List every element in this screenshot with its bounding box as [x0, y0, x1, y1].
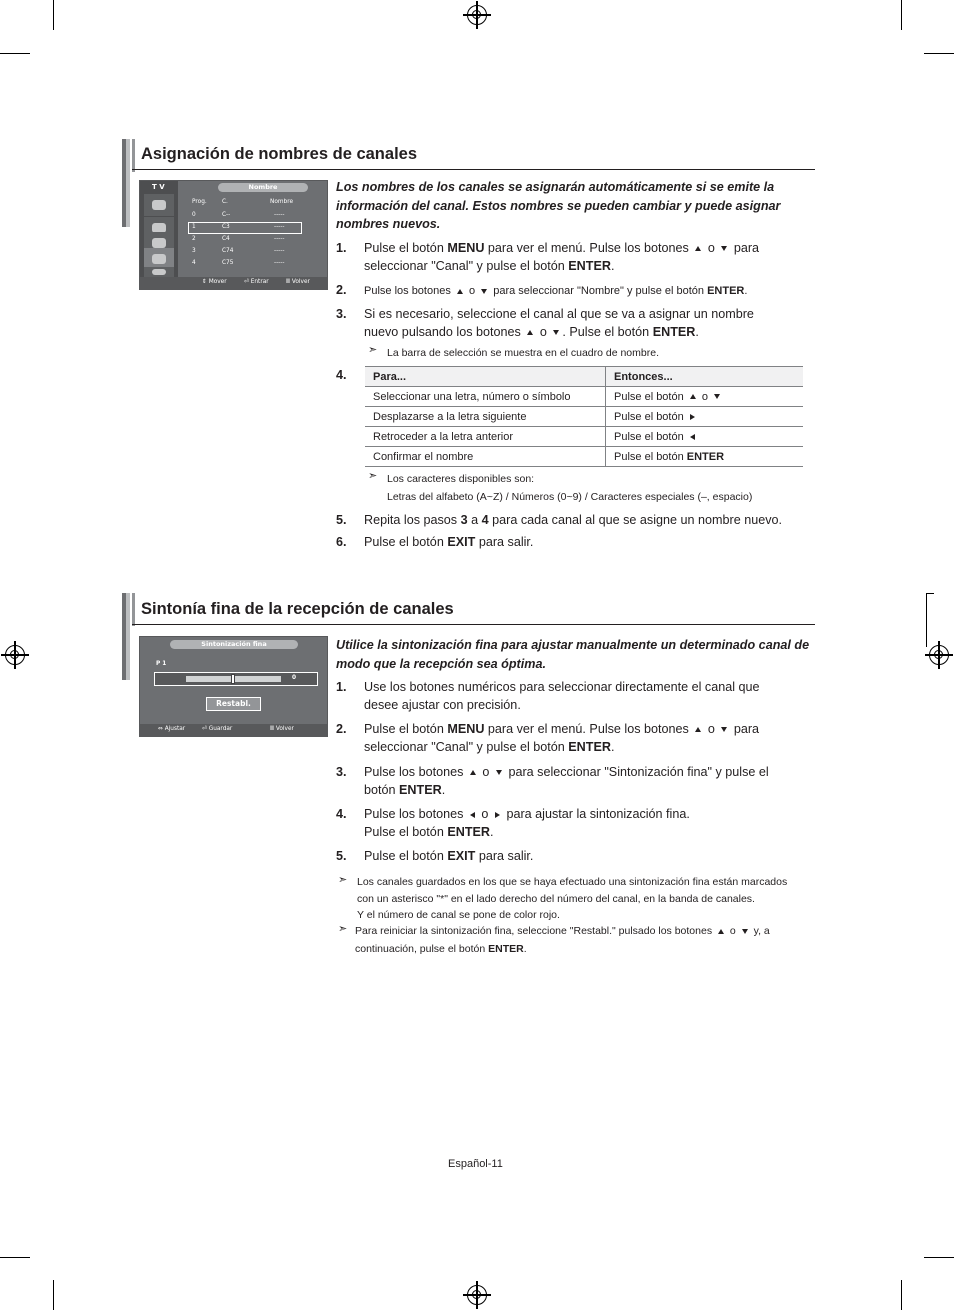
table-cell: Confirmar el nombre [365, 447, 606, 467]
registration-mark-icon [929, 645, 949, 665]
osd-row-prog: 3 [192, 248, 196, 254]
osd-row-c: C3 [222, 224, 230, 230]
osd-row-name: ----- [274, 236, 285, 242]
page-number: Español-11 [448, 1158, 503, 1170]
table-header-row [365, 367, 803, 387]
section-title: Asignación de nombres de canales [141, 145, 418, 163]
table-cell: Retroceder a la letra anterior [365, 427, 606, 447]
note-arrow-icon: ➣ [338, 923, 348, 935]
section-intro: Utilice la sintonización fina para ajustar manualmente un determinado canal de modo que la recepción sea óptima. [336, 638, 810, 671]
section-marker-bar [122, 593, 130, 680]
registration-mark-icon [5, 645, 25, 665]
osd-bottom-bar [140, 724, 327, 736]
table-header-cell: Para... [365, 367, 606, 387]
osd-row-name: ----- [274, 260, 285, 266]
table-row [365, 427, 803, 447]
section-rule [132, 169, 815, 170]
crop-mark [901, 1280, 902, 1310]
section-intro: Los nombres de los canales se asignarán automáticamente si se emite la información del canal. Estos nombres se pueden cambiar y puede asignar nombres nuevos. [336, 180, 781, 231]
table-note: Los caracteres disponibles son: [387, 473, 535, 485]
fine-tune-note: Y el número de canal se pone de color rojo. [357, 909, 560, 921]
down-arrow-icon [553, 330, 559, 335]
table-header-cell: Entonces... [606, 367, 804, 387]
osd-col-c: C. [222, 199, 228, 205]
osd-row-c: C-- [222, 212, 231, 218]
table-note: Letras del alfabeto (A~Z) / Números (0~9) / Caracteres especiales (–, espacio) [387, 491, 753, 503]
up-arrow-icon [527, 330, 533, 335]
osd-hint-move: ⇕ Mover [202, 279, 227, 285]
osd-hint-adjust: ⇔ Ajustar [158, 726, 186, 732]
osd-tv-label: T V [152, 183, 165, 191]
up-arrow-icon [470, 770, 476, 775]
down-arrow-icon [496, 770, 502, 775]
down-arrow-icon [721, 246, 727, 251]
table-cell: Pulse el botón [606, 427, 804, 447]
slider-thumb[interactable] [231, 674, 235, 684]
down-arrow-icon [714, 394, 720, 399]
down-arrow-icon [481, 289, 487, 294]
reset-button[interactable]: Restabl. [206, 697, 261, 711]
tv-osd-name-menu [139, 180, 328, 290]
osd-program-label: P 1 [156, 661, 167, 667]
note-arrow-icon: ➣ [368, 344, 378, 356]
fine-tune-note: Los canales guardados en los que se haya efectuado una sintonización fina están marcados [357, 876, 788, 888]
osd-bottom-bar [140, 277, 327, 289]
table-cell: Seleccionar una letra, número o símbolo [365, 387, 606, 407]
table-cell: Desplazarse a la letra siguiente [365, 407, 606, 427]
step-3: 3. Pulse los botones o para seleccionar "Sintonización fina" y pulse el botón ENTER. [336, 765, 769, 797]
step-1: 1. Pulse el botón MENU para ver el menú. Pulse los botones o para seleccionar "Canal" y pulse el botón ENTER. [336, 241, 760, 273]
up-arrow-icon [690, 394, 696, 399]
note-arrow-icon: ➣ [368, 470, 378, 482]
step-1: 1. Use los botones numéricos para seleccionar directamente el canal que desee ajustar con precisión. [336, 680, 760, 712]
table-row [365, 447, 803, 467]
down-arrow-icon [721, 727, 727, 732]
up-arrow-icon [695, 246, 701, 251]
osd-col-prog: Prog. [192, 199, 207, 205]
step-6: 6. Pulse el botón EXIT para salir. [336, 535, 534, 549]
registration-mark-icon [467, 1285, 487, 1305]
osd-row-c: C74 [222, 248, 234, 254]
antenna-icon [144, 194, 174, 216]
section-marker-bar [132, 593, 135, 626]
section-title: Sintonía fina de la recepción de canales [141, 600, 454, 618]
section-marker-bar [132, 139, 135, 172]
step-4: 4. Pulse los botones o para ajustar la sintonización fina. Pulse el botón ENTER. [336, 807, 690, 839]
reset-note: Para reiniciar la sintonización fina, seleccione "Restabl." pulsado los botones o y, a [355, 925, 770, 937]
osd-hint-save: ⏎ Guardar [202, 726, 233, 732]
note-arrow-icon: ➣ [338, 874, 348, 886]
osd-hint-return: Ⅲ Volver [286, 279, 310, 285]
crop-mark [0, 53, 30, 54]
osd-row-prog: 1 [192, 224, 196, 230]
section-marker-bar [122, 139, 130, 227]
osd-header: Nombre [218, 183, 308, 192]
table-row [365, 407, 803, 427]
crop-mark [924, 53, 954, 54]
crop-mark [926, 593, 927, 647]
step-3: 3. Si es necesario, seleccione el canal al que se va a asignar un nombre nuevo pulsando los botones o . Pulse el botón ENTER. [336, 307, 754, 339]
right-arrow-icon [690, 414, 695, 420]
crop-mark [0, 1257, 30, 1258]
right-arrow-icon [495, 812, 500, 818]
reset-note: continuación, pulse el botón ENTER. [355, 943, 527, 955]
osd-col-name: Nombre [270, 199, 294, 205]
fine-tune-note: con un asterisco "*" en el lado derecho del número del canal, en la banda de canales. [357, 893, 755, 905]
left-arrow-icon [470, 812, 475, 818]
setup-icon [144, 267, 174, 277]
down-arrow-icon [742, 929, 748, 934]
osd-row-prog: 0 [192, 212, 196, 218]
registration-mark-icon [467, 5, 487, 25]
step-4: 4. [336, 368, 347, 382]
section-rule [132, 624, 815, 625]
crop-mark [926, 593, 934, 594]
osd-header: Sintonización fina [170, 640, 298, 649]
up-arrow-icon [457, 289, 463, 294]
step-5: 5. Pulse el botón EXIT para salir. [336, 849, 534, 863]
left-arrow-icon [690, 434, 695, 440]
up-arrow-icon [718, 929, 724, 934]
osd-row-name: ----- [274, 212, 285, 218]
osd-row-c: C4 [222, 236, 230, 242]
crop-mark [924, 1257, 954, 1258]
osd-sidebar [140, 181, 178, 277]
step-2: 2. Pulse los botones o para seleccionar "Nombre" y pulse el botón ENTER. [336, 283, 748, 297]
action-table [365, 366, 803, 467]
osd-row-prog: 2 [192, 236, 196, 242]
step-3-note: La barra de selección se muestra en el cuadro de nombre. [387, 347, 659, 359]
table-row [365, 387, 803, 407]
table-cell: Pulse el botón o [606, 387, 804, 407]
crop-mark [901, 0, 902, 30]
table-cell: Pulse el botón ENTER [606, 447, 804, 467]
fine-tune-slider[interactable] [154, 672, 318, 686]
step-5: 5. Repita los pasos 3 a 4 para cada canal al que se asigne un nombre nuevo. [336, 513, 783, 527]
osd-row-name: ----- [274, 224, 285, 230]
crop-mark [53, 0, 54, 30]
osd-selection-bar [188, 222, 302, 234]
tv-osd-fine-tune [139, 636, 328, 737]
osd-row-name: ----- [274, 248, 285, 254]
table-cell: Pulse el botón [606, 407, 804, 427]
osd-hint-enter: ⏎ Entrar [244, 279, 269, 285]
up-arrow-icon [695, 727, 701, 732]
slider-value: 0 [292, 675, 297, 681]
osd-hint-return: Ⅲ Volver [270, 726, 294, 732]
crop-mark [53, 1280, 54, 1310]
step-2: 2. Pulse el botón MENU para ver el menú. Pulse los botones o para seleccionar "Canal" y pulse el botón ENTER. [336, 722, 760, 754]
osd-row-c: C75 [222, 260, 234, 266]
osd-row-prog: 4 [192, 260, 196, 266]
